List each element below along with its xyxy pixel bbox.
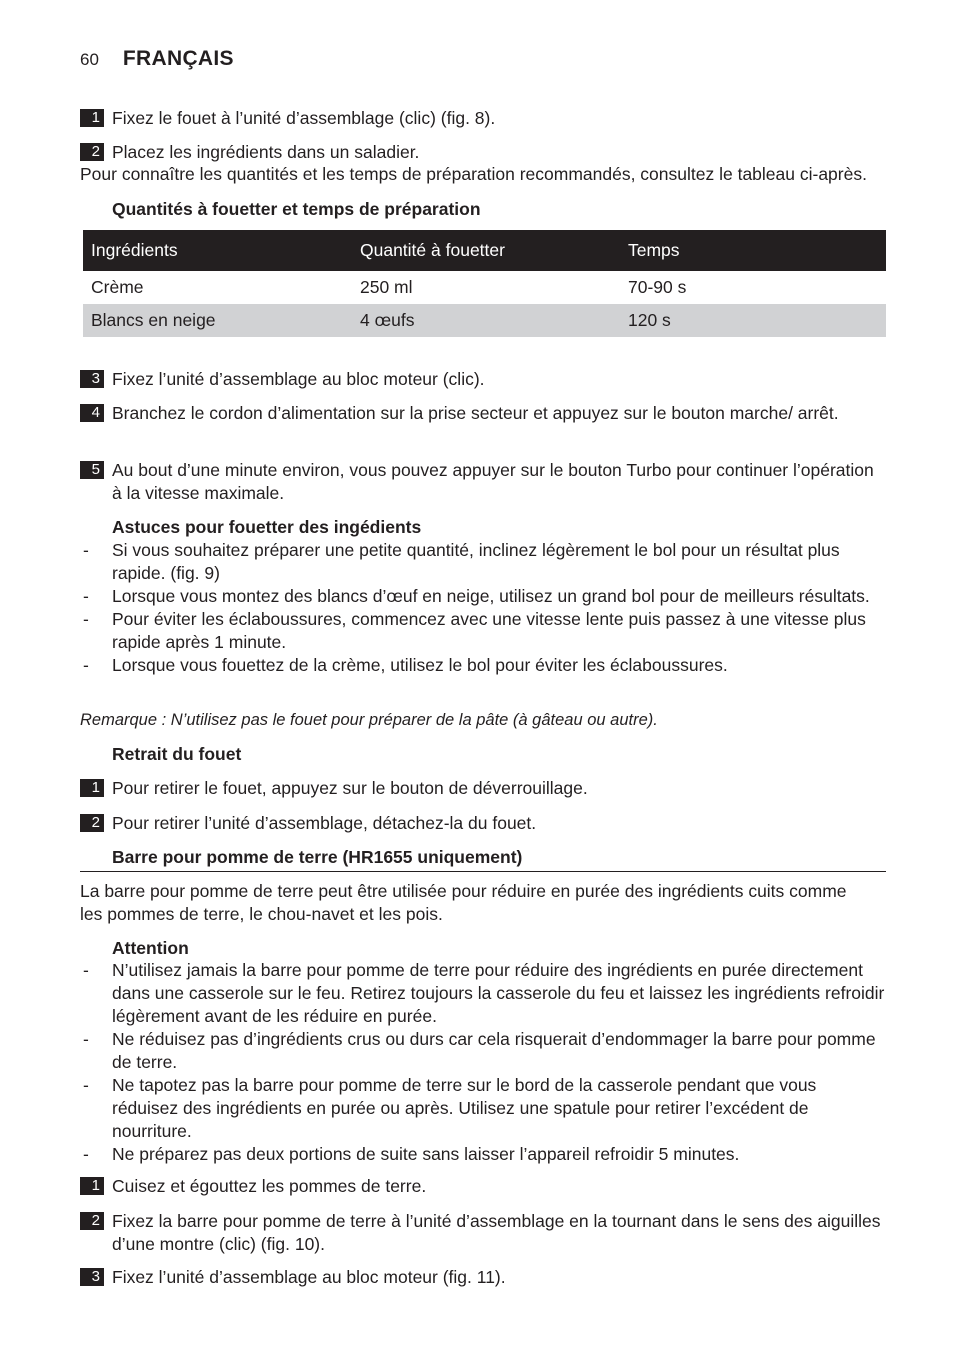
step-number: 2 bbox=[80, 1212, 104, 1230]
list-item-text: Lorsque vous fouettez de la crème, utilisez le bol pour éviter les éclaboussures. bbox=[112, 655, 728, 675]
step-number: 5 bbox=[80, 461, 104, 479]
bullet-dash: - bbox=[83, 540, 89, 560]
step-text: Cuisez et égouttez les pommes de terre. bbox=[112, 1176, 427, 1196]
list-item-text: N’utilisez jamais la barre pour pomme de terre pour réduire des ingrédients en purée directement dans une casserole sur le feu. Retirez toujours la casserole du feu et laissez les ingrédients refroidir légèrement avant de les réduire en purée. bbox=[112, 960, 885, 1026]
bullet-dash: - bbox=[83, 1029, 89, 1049]
list-item-text: Ne réduisez pas d’ingrédients crus ou durs car cela risquerait d’endommager la barre pour pomme de terre. bbox=[112, 1029, 876, 1072]
step-item bbox=[80, 107, 886, 130]
table-cell: 250 ml bbox=[360, 277, 413, 297]
step-number: 3 bbox=[80, 1268, 104, 1286]
list-item-text: Ne tapotez pas la barre pour pomme de terre sur le bord de la casserole pendant que vous réduisez des ingrédients en purée ou après. Utilisez une spatule pour retirer l’excédent de nourriture. bbox=[112, 1075, 817, 1141]
table-header-cell: Quantité à fouetter bbox=[360, 240, 505, 260]
masher-title: Barre pour pomme de terre (HR1655 uniquement) bbox=[112, 847, 523, 867]
list-item-text: Ne préparez pas deux portions de suite sans laisser l’appareil refroidir 5 minutes. bbox=[112, 1144, 740, 1164]
list-item bbox=[80, 654, 886, 677]
bullet-dash: - bbox=[83, 1075, 89, 1095]
table-header-cell: Ingrédients bbox=[91, 240, 178, 260]
bullet-dash: - bbox=[83, 960, 89, 980]
list-item bbox=[80, 585, 886, 608]
tips-list bbox=[80, 539, 886, 677]
attention-list bbox=[80, 959, 886, 1166]
step-item bbox=[80, 1266, 886, 1289]
table-cell: 120 s bbox=[628, 310, 671, 330]
step-text: Fixez la barre pour pomme de terre à l’unité d’assemblage en la tournant dans le sens des aiguilles d’une montre (clic) (fig. 10). bbox=[112, 1211, 881, 1254]
removal-title: Retrait du fouet bbox=[112, 744, 242, 764]
step-text: Pour retirer l’unité d’assemblage, détachez-la du fouet. bbox=[112, 813, 537, 833]
table-header-cell: Temps bbox=[628, 240, 680, 260]
table-cell: 4 œufs bbox=[360, 310, 415, 330]
bullet-dash: - bbox=[83, 1144, 89, 1164]
bullet-dash: - bbox=[83, 609, 89, 629]
step-text: Branchez le cordon d’alimentation sur la prise secteur et appuyez sur le bouton marche/ arrêt. bbox=[112, 403, 839, 423]
step-text: Placez les ingrédients dans un saladier. bbox=[112, 142, 420, 162]
table-row bbox=[83, 271, 886, 304]
step-item bbox=[80, 368, 886, 391]
list-item bbox=[80, 1028, 886, 1074]
masher-intro: La barre pour pomme de terre peut être utilisée pour réduire en purée des ingrédients cuits comme les pommes de terre, le chou-navet et les pois. bbox=[80, 881, 847, 924]
step-number: 2 bbox=[80, 143, 104, 161]
language-heading: FRANÇAIS bbox=[122, 47, 234, 70]
step-number: 1 bbox=[80, 779, 104, 797]
tips-title: Astuces pour fouetter des ingédients bbox=[112, 517, 422, 537]
list-item bbox=[80, 539, 886, 585]
attention-title: Attention bbox=[112, 938, 189, 958]
step-number: 3 bbox=[80, 370, 104, 388]
list-item-text: Pour éviter les éclaboussures, commencez avec une vitesse lente puis passez à une vitesse plus rapide après 1 minute. bbox=[112, 609, 866, 652]
step-item bbox=[80, 1175, 886, 1198]
step-text: Fixez l’unité d’assemblage au bloc moteur (fig. 11). bbox=[112, 1267, 506, 1287]
table-header-row bbox=[83, 230, 886, 271]
intro-paragraph: Pour connaître les quantités et les temps de préparation recommandés, consultez le tableau ci-après. bbox=[80, 164, 867, 184]
step-text: Au bout d’une minute environ, vous pouvez appuyer sur le bouton Turbo pour continuer l’opération à la vitesse maximale. bbox=[112, 460, 874, 503]
remark-note: Remarque : N’utilisez pas le fouet pour préparer de la pâte (à gâteau ou autre). bbox=[80, 711, 658, 729]
step-item bbox=[80, 812, 886, 835]
step-number: 2 bbox=[80, 814, 104, 832]
list-item-text: Si vous souhaitez préparer une petite quantité, inclinez légèrement le bol pour un résultat plus rapide. (fig. 9) bbox=[112, 540, 840, 583]
page-number: 60 bbox=[80, 50, 99, 69]
page-header bbox=[80, 47, 234, 71]
step-item bbox=[80, 1210, 886, 1256]
step-number: 1 bbox=[80, 1177, 104, 1195]
table-row bbox=[83, 304, 886, 337]
step-text: Pour retirer le fouet, appuyez sur le bouton de déverrouillage. bbox=[112, 778, 588, 798]
list-item bbox=[80, 1143, 886, 1166]
step-item bbox=[80, 777, 886, 800]
bullet-dash: - bbox=[83, 655, 89, 675]
list-item-text: Lorsque vous montez des blancs d’œuf en neige, utilisez un grand bol pour de meilleurs résultats. bbox=[112, 586, 870, 606]
step-item bbox=[80, 141, 886, 164]
quantities-table bbox=[83, 230, 886, 337]
list-item bbox=[80, 608, 886, 654]
step-number: 4 bbox=[80, 404, 104, 422]
table-cell: 70-90 s bbox=[628, 277, 687, 297]
step-item bbox=[80, 459, 886, 505]
table-cell: Blancs en neige bbox=[91, 310, 216, 330]
section-divider bbox=[80, 871, 886, 872]
table-cell: Crème bbox=[91, 277, 144, 297]
bullet-dash: - bbox=[83, 586, 89, 606]
list-item bbox=[80, 1074, 886, 1143]
table-title: Quantités à fouetter et temps de préparation bbox=[112, 199, 481, 219]
list-item bbox=[80, 959, 886, 1028]
step-number: 1 bbox=[80, 109, 104, 127]
step-item bbox=[80, 402, 886, 425]
step-text: Fixez l’unité d’assemblage au bloc moteur (clic). bbox=[112, 369, 485, 389]
step-text: Fixez le fouet à l’unité d’assemblage (clic) (fig. 8). bbox=[112, 108, 496, 128]
